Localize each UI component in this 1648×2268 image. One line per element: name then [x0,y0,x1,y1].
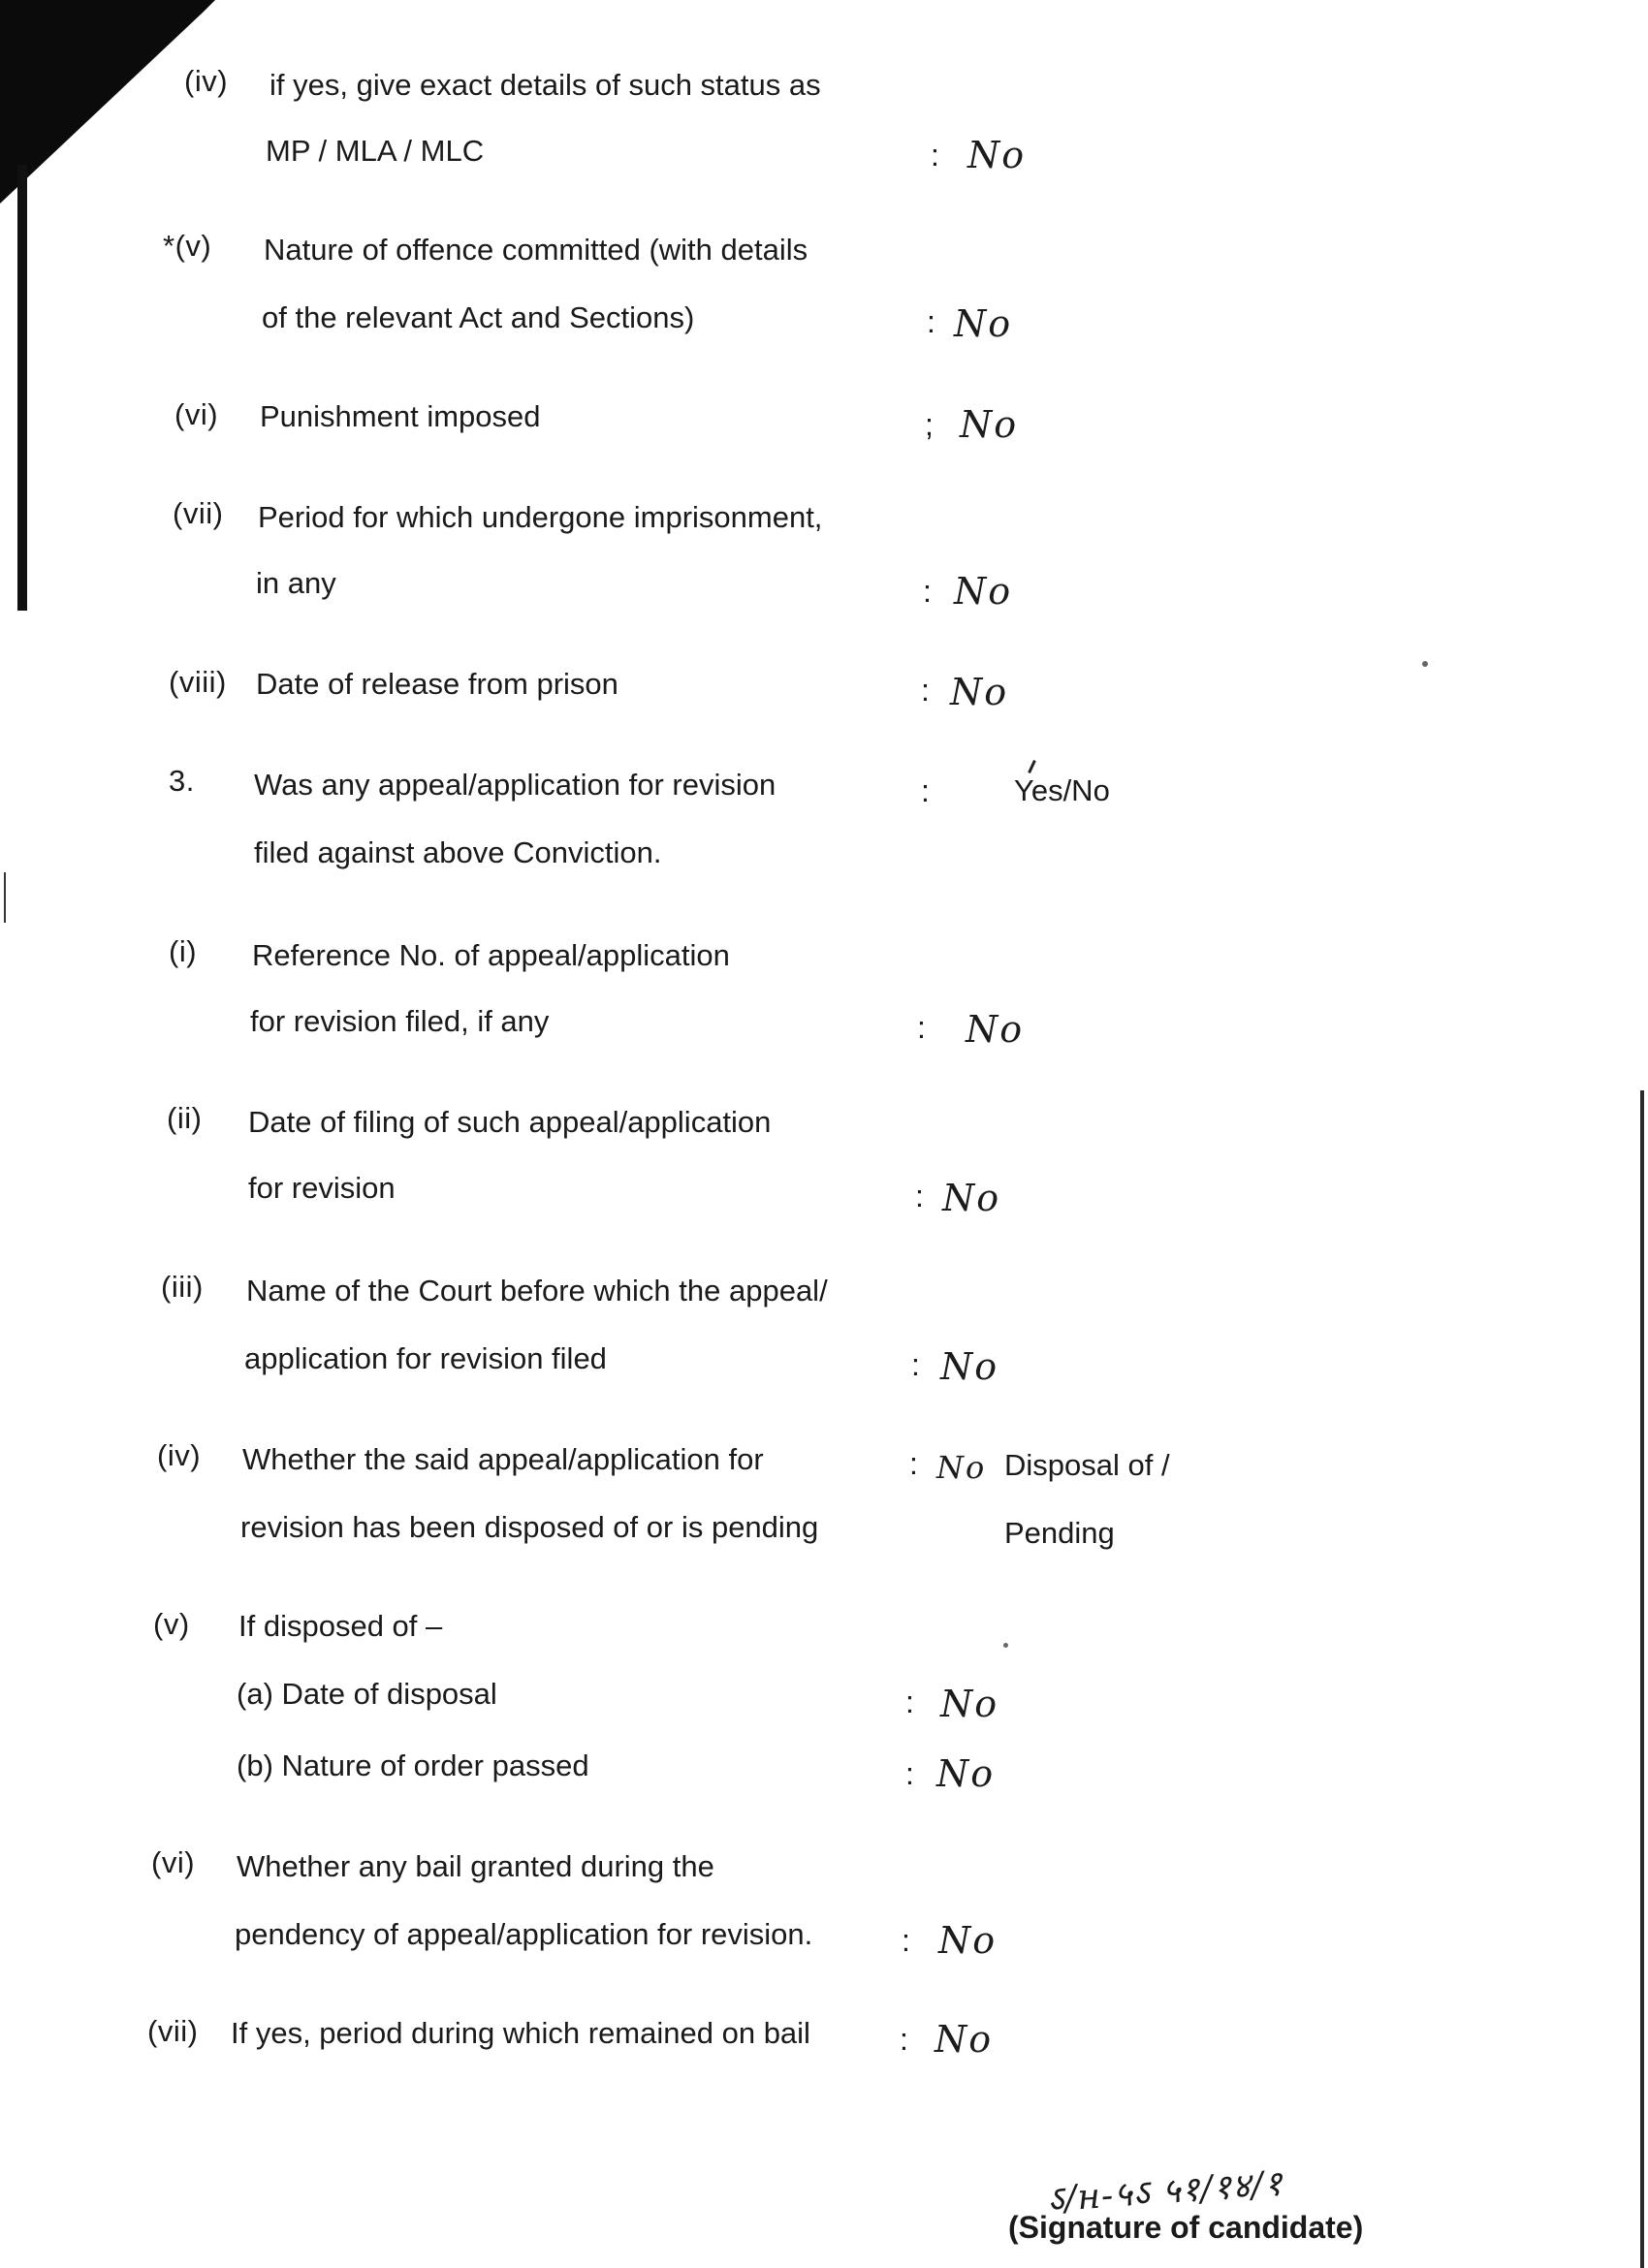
colon-separator: : [915,1179,924,1213]
scan-corner-shadow [0,0,223,233]
item-number: (iii) [161,1270,204,1304]
question-text: Punishment imposed [260,399,541,433]
colon-separator: : [900,2022,908,2057]
question-text: application for revision filed [244,1341,607,1375]
handwritten-answer: No [940,1683,999,1725]
question-text: if yes, give exact details of such status as [269,68,821,102]
handwritten-answer: No [935,2018,994,2061]
question-text: pendency of appeal/application for revision. [235,1917,813,1951]
item-number: (vii) [147,2014,199,2048]
signature-label: (Signature of candidate) [1008,2210,1364,2245]
question-text: If yes, period during which remained on bail [231,2016,810,2050]
question-text: in any [256,566,336,600]
question-text: Nature of offence committed (with details [264,233,808,267]
colon-separator: : [909,1446,918,1481]
question-text: for revision [248,1171,396,1205]
item-number: (viii) [169,665,227,699]
handwritten-answer: No [936,1752,996,1795]
handwritten-answer: No [954,570,1013,613]
colon-separator: : [911,1347,920,1382]
answer-options: Pending [1004,1516,1115,1550]
item-number: (ii) [167,1101,203,1135]
answer-options: Disposal of / [1004,1448,1170,1482]
question-text: Date of filing of such appeal/application [248,1105,772,1139]
sub-question-b: (b) Nature of order passed [237,1748,589,1782]
handwritten-answer: No [967,134,1027,176]
handwritten-answer: No [960,403,1019,446]
colon-separator: : [905,1685,914,1719]
item-number: (vi) [174,397,219,431]
question-text: Whether any bail granted during the [237,1849,714,1883]
item-number: (vii) [173,496,224,530]
answer-options: Yes/No [1014,773,1110,807]
scan-edge-mark [4,872,6,923]
handwritten-answer: No [954,302,1013,345]
item-number: (iv) [184,64,229,98]
scan-speck [1003,1643,1008,1648]
question-text: Was any appeal/application for revision [254,768,776,802]
item-number: (v) [153,1607,190,1641]
colon-separator: ; [925,407,934,442]
scan-edge-shadow-left [17,165,27,611]
colon-separator: : [923,574,932,609]
question-text: of the relevant Act and Sections) [262,300,695,334]
question-text: filed against above Conviction. [254,835,662,869]
scan-edge-shadow-right [1640,1090,1644,2268]
question-text: If disposed of – [238,1609,443,1643]
item-number: (i) [169,934,198,968]
pen-tick-mark [1028,760,1036,773]
handwritten-answer: No [966,1008,1025,1051]
sub-question-a: (a) Date of disposal [237,1677,497,1711]
colon-separator: : [921,673,930,708]
handwritten-answer: No [940,1345,999,1388]
signature-scribble: ऽ/н-५ऽ ५१/१४/१ [1046,2163,1284,2221]
handwritten-answer: No [938,1919,998,1962]
handwritten-answer: No [942,1177,1001,1219]
item-number: (iv) [157,1438,202,1472]
handwritten-answer: No [950,671,1009,713]
question-text: Date of release from prison [256,667,618,701]
colon-separator: : [931,138,939,173]
colon-separator: : [917,1010,926,1045]
colon-separator: : [902,1923,910,1958]
question-text: for revision filed, if any [250,1004,550,1038]
item-number: 3. [169,764,195,798]
question-text: Reference No. of appeal/application [252,938,730,972]
question-text: Period for which undergone imprisonment, [258,500,823,534]
question-text: MP / MLA / MLC [266,134,485,168]
item-number: (vi) [151,1845,196,1879]
colon-separator: : [921,773,930,808]
colon-separator: : [927,304,935,339]
scan-speck [1422,661,1428,667]
question-text: Name of the Court before which the appeal/ [246,1274,828,1307]
colon-separator: : [905,1756,914,1791]
question-text: Whether the said appeal/application for [242,1442,764,1476]
handwritten-answer: No [936,1449,987,1486]
question-text: revision has been disposed of or is pending [240,1510,819,1544]
item-number: *(v) [163,229,212,263]
